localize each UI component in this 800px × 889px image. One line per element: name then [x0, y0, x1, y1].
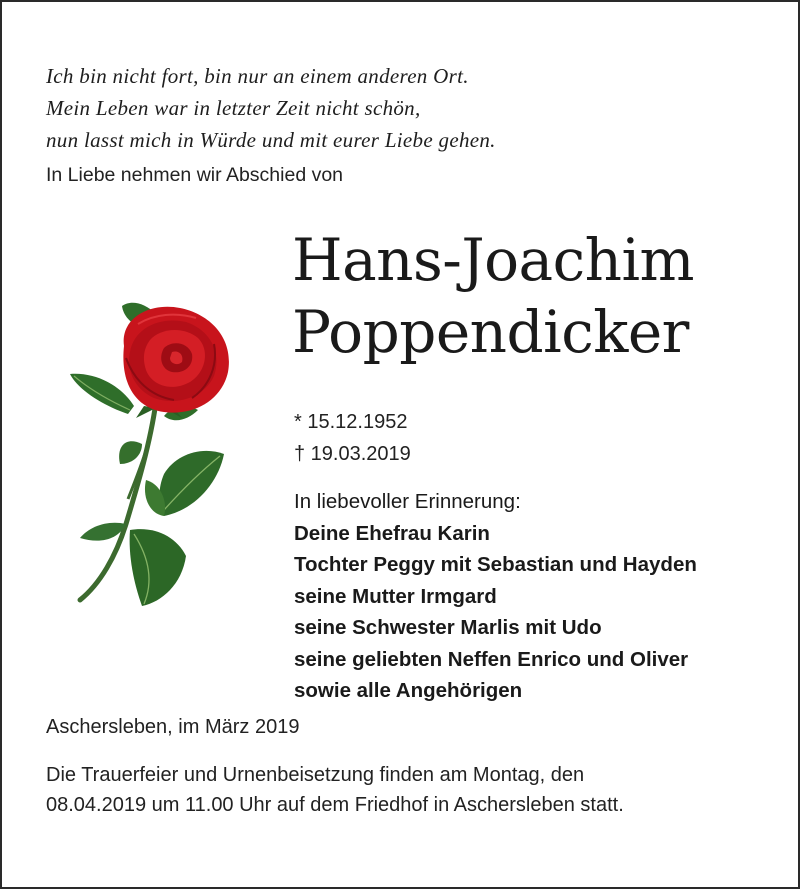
red-rose-icon	[64, 294, 246, 612]
first-name: Hans-Joachim	[292, 226, 695, 294]
service-line: 08.04.2019 um 11.00 Uhr auf dem Friedhof in Aschersleben statt.	[46, 794, 624, 816]
mourner-entry: Deine Ehefrau Karin	[294, 521, 490, 545]
poem-line: Ich bin nicht fort, bin nur an einem anderen Ort.	[46, 64, 469, 88]
funeral-service-info	[46, 760, 624, 820]
mourner-entry: sowie alle Angehörigen	[294, 679, 523, 702]
mourner-entry: seine Schwester Marlis mit Udo	[294, 616, 602, 639]
last-name: Poppendicker	[292, 298, 689, 366]
poem-line: Mein Leben war in letzter Zeit nicht schön,	[46, 96, 421, 120]
deceased-name	[292, 224, 694, 368]
mourner-entry: seine geliebten Neffen Enrico und Oliver	[294, 647, 689, 671]
service-line: Die Trauerfeier und Urnenbeisetzung finden am Montag, den	[46, 764, 585, 786]
memorial-poem	[46, 60, 496, 156]
place-and-date: Aschersleben, im März 2019	[46, 716, 300, 738]
mourner-entry: seine Mutter Irmgard	[294, 584, 497, 608]
life-dates	[294, 406, 411, 470]
mourner-entry: Tochter Peggy mit Sebastian und Hayden	[294, 553, 697, 576]
birth-date: * 15.12.1952	[294, 411, 408, 433]
poem-line: nun lasst mich in Würde und mit eurer Liebe gehen.	[46, 128, 496, 152]
farewell-intro: In Liebe nehmen wir Abschied von	[46, 164, 344, 186]
mourners-list	[294, 486, 697, 707]
mourners-lead: In liebevoller Erinnerung:	[294, 490, 521, 513]
death-date: † 19.03.2019	[294, 443, 411, 465]
